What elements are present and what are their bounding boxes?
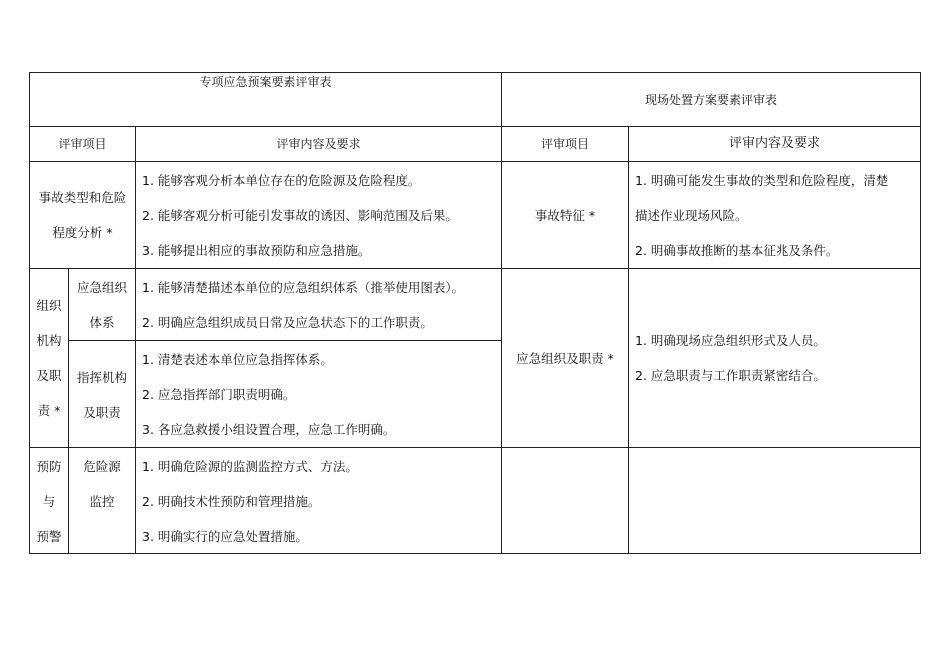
left-row2-sub1-content	[142, 270, 500, 340]
group-line: 机构	[36, 333, 62, 348]
item-line: 危险源	[83, 459, 121, 474]
item-line: 及职责	[83, 405, 121, 420]
left-row2-group	[30, 288, 68, 428]
left-row1-item	[30, 180, 135, 250]
content-line: 1. 清楚表述本单位应急指挥体系。	[142, 352, 333, 367]
rule-colhead-bottom	[29, 161, 921, 162]
content-line: 1. 能够清楚描述本单位的应急组织体系（推举使用图表）。	[142, 280, 465, 295]
right-row1-content	[635, 163, 920, 268]
item-line: 体系	[89, 315, 115, 330]
rule-right-content	[628, 126, 629, 554]
rule-row1-bottom	[29, 268, 921, 269]
left-row3-group	[30, 449, 68, 554]
left-row2-sub2-content	[142, 342, 500, 447]
content-line: 描述作业现场风险。	[635, 208, 748, 223]
left-col-content: 评审内容及要求	[276, 137, 361, 151]
left-row2-sub2-item	[69, 360, 135, 430]
group-line: 责 *	[37, 403, 61, 418]
item-line: 监控	[89, 494, 115, 509]
group-line: 及职	[36, 368, 62, 383]
left-row3-content	[142, 449, 500, 554]
left-row3-item	[69, 449, 135, 519]
left-table-title: 专项应急预案要素评审表	[199, 75, 332, 89]
content-line: 1. 明确危险源的监测监控方式、方法。	[142, 459, 358, 474]
group-line: 预防	[36, 459, 62, 474]
left-row1-item-line: 程度分析 *	[52, 225, 113, 240]
content-line: 2. 能够客观分析可能引发事故的诱因、影响范围及后果。	[142, 208, 458, 223]
rule-left-content	[135, 126, 136, 554]
left-row2-sub1-item	[69, 270, 135, 340]
left-row1-content	[142, 163, 500, 268]
rule-sub1-bottom	[68, 340, 502, 341]
right-row2-item: 应急组织及职责 *	[516, 351, 614, 366]
content-line: 3. 能够提出相应的事故预防和应急措施。	[142, 243, 371, 258]
content-line: 1. 能够客观分析本单位存在的危险源及危险程度。	[142, 173, 421, 188]
left-col-item: 评审项目	[58, 137, 107, 151]
content-line: 2. 应急职责与工作职责紧密结合。	[635, 368, 826, 383]
content-line: 2. 明确技术性预防和管理措施。	[142, 494, 321, 509]
item-line: 应急组织	[76, 280, 127, 295]
content-line: 3. 明确实行的应急处置措施。	[142, 529, 308, 544]
right-table-title: 现场处置方案要素评审表	[644, 93, 777, 107]
item-line: 指挥机构	[76, 370, 127, 385]
left-row1-item-line: 事故类型和危险	[38, 190, 127, 205]
group-line: 与	[42, 494, 56, 509]
right-col-item: 评审项目	[540, 137, 589, 151]
content-line: 2. 明确应急组织成员日常及应急状态下的工作职责。	[142, 315, 433, 330]
right-row2-content	[635, 323, 920, 393]
right-col-content: 评审内容及要求	[728, 136, 820, 151]
group-line: 预警	[36, 529, 62, 544]
group-line: 组织	[36, 298, 62, 313]
content-line: 1. 明确现场应急组织形式及人员。	[635, 333, 826, 348]
content-line: 1. 明确可能发生事故的类型和危险程度，清楚	[635, 173, 889, 188]
content-line: 2. 明确事故推断的基本征兆及条件。	[635, 243, 839, 258]
right-row1-item: 事故特征 *	[534, 208, 596, 223]
rule-row2-bottom	[29, 447, 921, 448]
content-line: 2. 应急指挥部门职责明确。	[142, 387, 296, 402]
content-line: 3. 各应急救援小组设置合理，应急工作明确。	[142, 422, 396, 437]
